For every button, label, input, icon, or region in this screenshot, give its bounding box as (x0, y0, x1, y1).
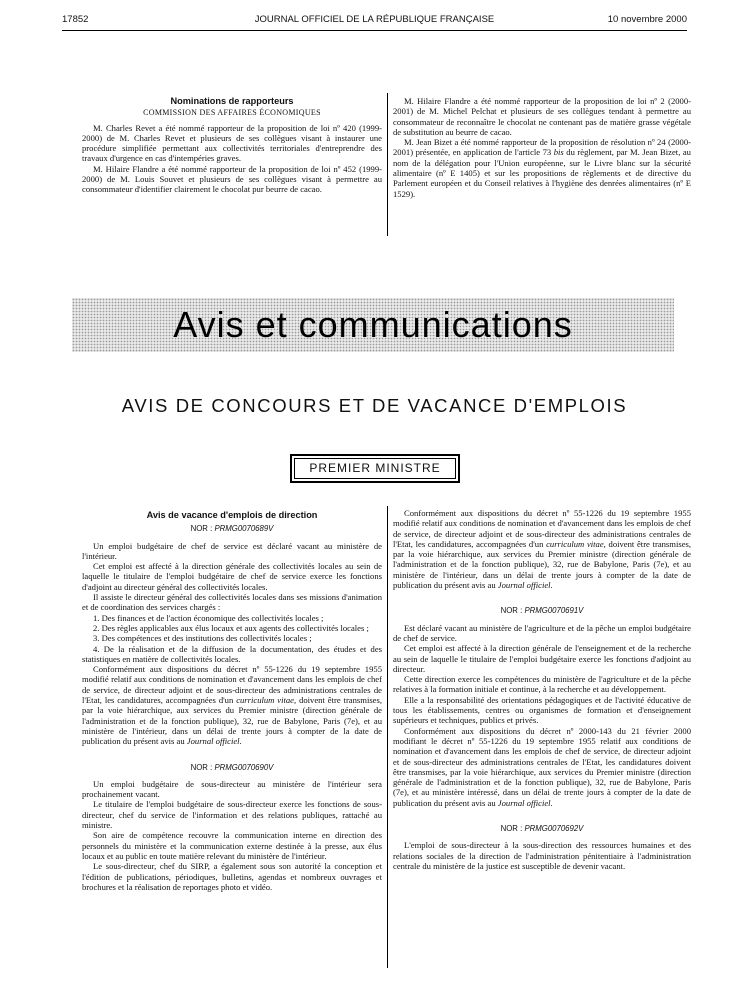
page-number: 17852 (62, 14, 89, 25)
italic-run: Journal officiel (497, 580, 551, 591)
nomination-paragraph: M. Charles Revet a été nommé rapporteur de la proposition de loi nº 420 (1999-2000) de M. Charles Revet et plusieurs de ses collègues visant à instaurer une procédure simplifiée permettant aux collectivités territoriales d'entreprendre des travaux d'urgence en cas d'intempéries graves. (82, 122, 382, 164)
text-run: . (550, 580, 553, 591)
text-run: . (550, 797, 553, 808)
nor-reference (393, 824, 691, 834)
notice-closing (393, 508, 691, 590)
column-divider (387, 93, 388, 236)
notice-closing (82, 664, 382, 746)
nor-code: PRMG0070689V (214, 524, 274, 534)
nomination-paragraph: M. Hilaire Flandre a été nommé rapporteur de la proposition de loi nº 452 (1999-2000) de M. Louis Souvet et plusieurs de ses collègues visant à permettre au consommateur d'identifier clairement le chocolat pur beurre de cacao. (82, 163, 382, 195)
italic-run: bis (553, 147, 564, 158)
text-run: Conformément aux dispositions du décret nº 55-1226 du 19 septembre 1955 modifié relatif aux conditions de nomination et d'avancement dans les emplois de chef de service, de directeur adjoint et de sous-directeur des administrations centrales de l'Etat, les candidatures, accompagnées d'un (82, 664, 382, 706)
notice-paragraph: Elle a la responsabilité des orientations pédagogiques et de l'activité éducative de tous les établissements, centres ou organismes de formation et d'enseignement supérieurs et techniques, publics et privés. (393, 694, 691, 726)
text-run: , doivent être transmises, par la voie hiérarchique, aux services du Premier ministre (direction générale de l'administration et de la fonction publique), 32, rue de Babylone, Paris (7e), et au ministère de l'intérieur, dans un délai de trente jours à compter de la date de publication du présent avis au (393, 538, 691, 591)
vacancy-right-column (393, 508, 691, 871)
text-run: Conformément aux dispositions du décret nº 55-1226 du 19 septembre 1955 modifié relatif aux conditions de nomination et d'avancement dans les emplois de chef de service, de directeur adjoint et de sous-directeur des administrations centrales de l'Etat, les candidatures, accompagnées d'un (393, 508, 691, 549)
notice-paragraph: Cette direction exerce les compétences du ministère de l'agriculture et de la pêche relatives à la formation initiale et continue, à la recherche et au développement. (393, 674, 691, 695)
nor-code: PRMG0070692V (524, 824, 584, 834)
text-run: du règlement, par M. Jean Bizet, au nom de la délégation pour l'Union européenne, sur le Livre blanc sur la sécurité alimentaire (nº E 1405) et sur les propositions de règlements et de directive du Parlement européen et du Conseil relatives à l'hygiène des denrées alimentaires (nº E 1529). (393, 147, 691, 199)
nomination-paragraph (393, 137, 691, 199)
notice-closing (393, 726, 691, 808)
notice-paragraph: Un emploi budgétaire de sous-directeur au ministère de l'intérieur sera prochainement vacant. (82, 778, 382, 800)
nominations-title: Nominations de rapporteurs (170, 96, 294, 106)
nor-reference (393, 606, 691, 616)
nor-label: NOR : (190, 524, 215, 534)
notice-paragraph: L'emploi de sous-directeur à la sous-direction des ressources humaines et des relations sociales de la direction de l'administration pénitentiaire à l'administration centrale du ministère de la justice est susceptible de devenir vacant. (393, 840, 691, 871)
italic-run: curriculum vitae (236, 695, 294, 706)
notice-paragraph: Il assiste le directeur général des collectivités locales dans ses missions d'animation et de coordination des services chargés : (82, 592, 382, 613)
running-header (62, 14, 687, 28)
nor-label: NOR : (500, 824, 525, 834)
nomination-paragraph: M. Hilaire Flandre a été nommé rapporteur de la proposition de loi nº 2 (2000-2001) de M. Michel Pelchat et plusieurs de ses collègues tendant à permettre au consommateur de reconnaître le chocolat ne contenant pas de matière grasse végétale de substitution au beurre de cacao. (393, 96, 691, 137)
italic-run: Journal officiel (186, 736, 240, 747)
notice-paragraph: Le sous-directeur, chef du SIRP, a également sous son autorité la conception et l'édition de publications, périodiques, bulletins, agendas et nombreux ouvrages et brochures et la réalisation de reportages photo et vidéo. (82, 861, 382, 892)
text-run: M. Jean Bizet a été nommé rapporteur de la proposition de résolution nº 24 (2000-2001) présentée, en application de l'article 73 (393, 137, 691, 158)
header-rule (62, 30, 687, 31)
vacancy-title: Avis de vacance d'emplois de direction (146, 510, 318, 520)
nor-reference (82, 763, 382, 773)
notice-paragraph: Cet emploi est affecté à la direction générale des collectivités locales au sein de laquelle le titulaire de l'emploi budgétaire de chef de service exerce les fonctions d'adjoint au directeur général des collectivités locales. (82, 561, 382, 592)
nominations-right-column (393, 96, 691, 199)
notice-paragraph: 2. Des règles applicables aux élus locaux et aux agents des collectivités locales ; (93, 622, 369, 633)
text-run: , doivent être transmises, par la voie hiérarchique, aux services du Premier ministre (direction générale de l'administration et de la fonction publique), 32, rue de Babylone, Paris (7e), et au ministère de l'intérieur, dans un délai de trente jours à compter de la date de publication du présent avis au (82, 695, 382, 747)
notice-paragraph: Un emploi budgétaire de chef de service est déclaré vacant au ministère de l'intérieur. (82, 540, 382, 561)
commission-name: COMMISSION DES AFFAIRES ÉCONOMIQUES (143, 108, 321, 118)
notice-paragraph: Est déclaré vacant au ministère de l'agriculture et de la pêche un emploi budgétaire de chef de service. (393, 622, 691, 643)
notice-paragraph: Le titulaire de l'emploi budgétaire de sous-directeur exerce les fonctions de sous-directeur, chef du service de l'information et des relations publiques, rattaché au ministre. (82, 799, 382, 831)
nor-label: NOR : (500, 606, 525, 616)
section-title: AVIS DE CONCOURS ET DE VACANCE D'EMPLOIS (121, 395, 628, 416)
nor-label: NOR : (190, 762, 215, 772)
notice-paragraph: Son aire de compétence recouvre la communication interne en direction des personnels du ministère et la communication externe destinée à la presse, aux élus locaux et au public en toute matière relevant du ministère de l'intérieur. (82, 830, 382, 861)
notice-paragraph: 4. De la réalisation et de la diffusion de la documentation, des études et des statistiques en matière de collectivités locales. (82, 643, 382, 664)
nor-reference (82, 524, 382, 534)
text-run: Conformément aux dispositions du décret nº 2000-143 du 21 février 2000 modifiant le décret nº 55-1226 du 19 septembre 1955 relatif aux conditions de nomination et d'avancement dans les emplois de chef de service, de directeur adjoint et de sous-directeur des administrations centrales de l'Etat, les candidatures doivent être transmises, par la voie hiérarchique, aux services du Premier ministre (direction générale de l'administration et de la fonction publique), 32, rue de Babylone, Paris (7e), et au ministère intéressé, dans un délai de trente jours à compter de la date de publication du présent avis au (393, 725, 691, 808)
nor-code: PRMG0070690V (214, 762, 274, 772)
italic-run: curriculum vitae (546, 538, 604, 549)
italic-run: Journal officiel (497, 797, 551, 808)
text-run: . (239, 736, 242, 747)
ministry-box: PREMIER MINISTRE (290, 454, 460, 483)
notice-paragraph: Cet emploi est affecté à la direction générale de l'enseignement et de la recherche au sein de laquelle le titulaire de l'emploi budgétaire exerce les fonctions d'adjoint au directeur. (393, 643, 691, 674)
vacancy-left-column (82, 510, 382, 892)
nor-code: PRMG0070691V (524, 606, 584, 616)
column-divider (387, 506, 388, 968)
notice-paragraph: 3. Des compétences et des institutions des collectivités locales ; (93, 633, 312, 644)
issue-date: 10 novembre 2000 (607, 14, 687, 25)
nominations-left-column (82, 96, 382, 195)
notice-paragraph: 1. Des finances et de l'action économique des collectivités locales ; (93, 612, 324, 623)
journal-title: JOURNAL OFFICIEL DE LA RÉPUBLIQUE FRANÇAISE (254, 14, 495, 25)
banner-title: Avis et communications (173, 304, 573, 345)
